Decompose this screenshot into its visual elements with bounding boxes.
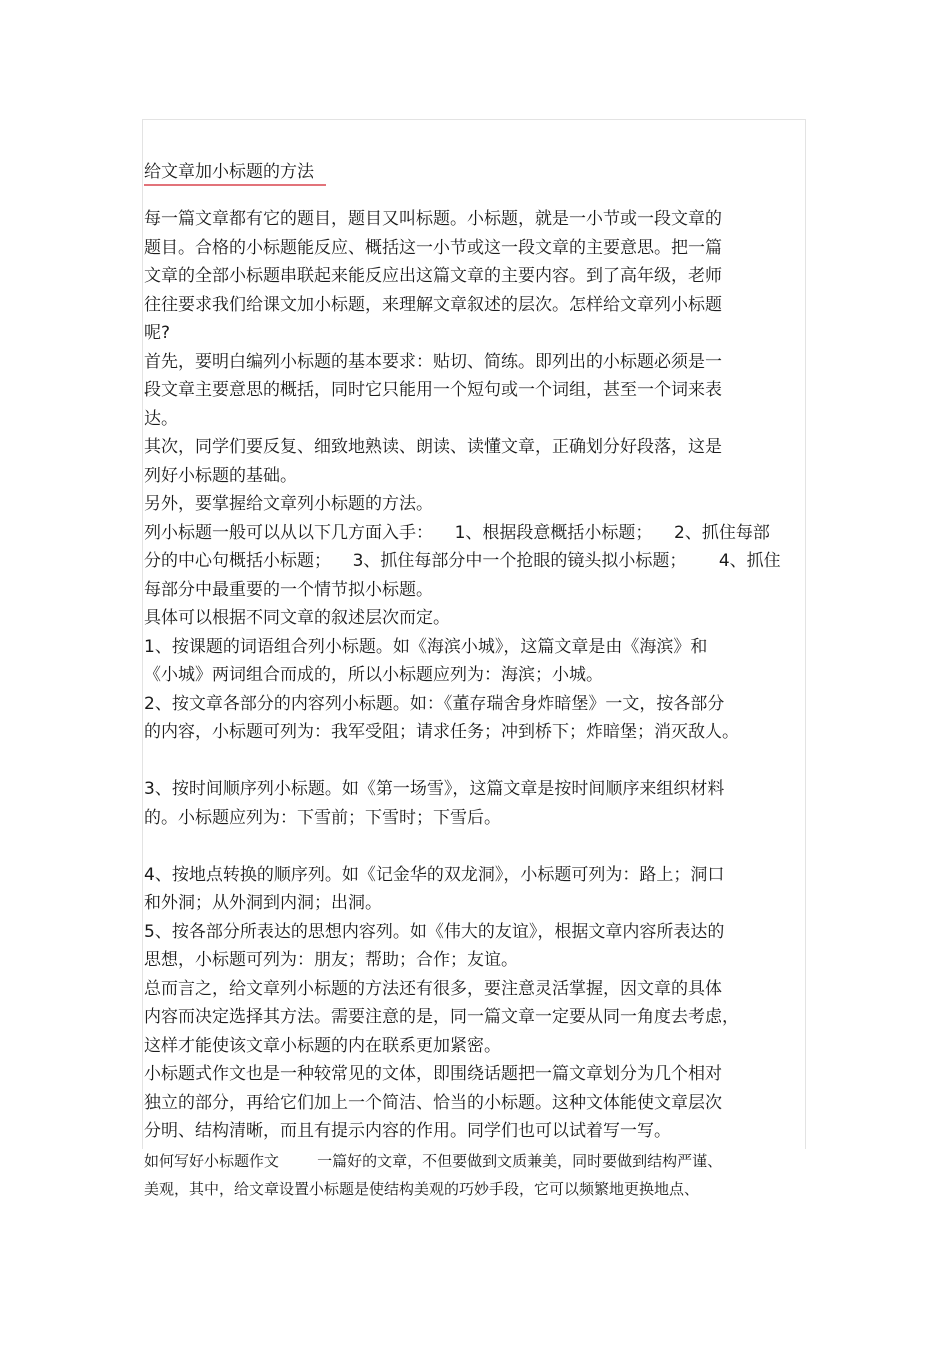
text-line: 具体可以根据不同文章的叙述层次而定。 <box>144 608 450 628</box>
text-line: 题目。合格的小标题能反应、概括这一小节或这一段文章的主要意思。把一篇 <box>144 237 722 258</box>
text-line: 总而言之，给文章列小标题的方法还有很多，要注意灵活掌握，因文章的具体 <box>144 978 722 999</box>
text-line: 分的中心句概括小标题； 3、抓住每部分中一个抢眼的镜头拟小标题； 4、抓住 <box>144 551 781 571</box>
text-line: 的。小标题应列为：下雪前；下雪时；下雪后。 <box>144 807 501 828</box>
text-line: 文章的全部小标题串联起来能反应出这篇文章的主要内容。到了高年级，老师 <box>144 266 722 286</box>
text-line: 列好小标题的基础。 <box>144 465 297 486</box>
text-line: 和外洞；从外洞到内洞；出洞。 <box>144 893 382 913</box>
text-line: 3、按时间顺序列小标题。如《第一场雪》，这篇文章是按时间顺序来组织材料 <box>144 779 725 799</box>
text-line: 另外，要掌握给文章列小标题的方法。 <box>144 494 433 514</box>
footer-line: 美观，其中，给文章设置小标题是使结构美观的巧妙手段，它可以频繁地更换地点、 <box>144 1179 700 1198</box>
text-line: 《小城》两词组合而成的，所以小标题应列为：海滨；小城。 <box>144 665 603 685</box>
text-line: 思想，小标题可列为：朋友；帮助；合作；友谊。 <box>144 950 518 970</box>
footer-line: 如何写好小标题作文 一篇好的文章，不但要做到文质兼美，同时要做到结构严谨、 <box>144 1151 723 1170</box>
text-line: 的内容，小标题可列为：我军受阻；请求任务；冲到桥下；炸暗堡；消灭敌人。 <box>144 722 739 742</box>
text-line: 5、按各部分所表达的思想内容列。如《伟大的友谊》，根据文章内容所表达的 <box>144 921 725 942</box>
text-line: 2、按文章各部分的内容列小标题。如：《董存瑞舍身炸暗堡》一文，按各部分 <box>144 693 725 714</box>
paragraph-lines <box>144 205 794 1146</box>
document-title: 给文章加小标题的方法 <box>144 160 326 186</box>
text-line: 其次，同学们要反复、细致地熟读、朗读、读懂文章，正确划分好段落，这是 <box>144 437 722 457</box>
text-line: 呢? <box>144 323 171 343</box>
text-line: 内容而决定选择其方法。需要注意的是，同一篇文章一定要从同一角度去考虑， <box>144 1007 739 1027</box>
text-line: 达。 <box>144 408 178 429</box>
text-line: 小标题式作文也是一种较常见的文体，即围绕话题把一篇文章划分为几个相对 <box>144 1064 722 1084</box>
blank-line <box>144 832 794 861</box>
text-line: 首先，要明白编列小标题的基本要求：贴切、简练。即列出的小标题必须是一 <box>144 351 722 372</box>
text-line: 1、按课题的词语组合列小标题。如《海滨小城》，这篇文章是由《海滨》和 <box>144 636 708 657</box>
text-line: 分明、结构清晰，而且有提示内容的作用。同学们也可以试着写一写。 <box>144 1121 671 1141</box>
text-line: 4、按地点转换的顺序列。如《记金华的双龙洞》，小标题可列为：路上；洞口 <box>144 864 725 885</box>
text-line: 往往要求我们给课文加小标题，来理解文章叙述的层次。怎样给文章列小标题 <box>144 294 722 315</box>
blank-line <box>144 747 794 776</box>
text-line: 独立的部分，再给它们加上一个简洁、恰当的小标题。这种文体能使文章层次 <box>144 1092 722 1113</box>
footer-section <box>144 1147 794 1203</box>
text-line: 这样才能使该文章小标题的内在联系更加紧密。 <box>144 1035 501 1056</box>
text-line: 每一篇文章都有它的题目，题目又叫标题。小标题，就是一小节或一段文章的 <box>144 209 722 229</box>
text-line: 段文章主要意思的概括，同时它只能用一个短句或一个词组，甚至一个词来表 <box>144 380 722 400</box>
text-line: 每部分中最重要的一个情节拟小标题。 <box>144 579 433 600</box>
document-body <box>144 160 794 1203</box>
text-line: 列小标题一般可以从以下几方面入手： 1、根据段意概括小标题； 2、抓住每部 <box>144 522 770 543</box>
